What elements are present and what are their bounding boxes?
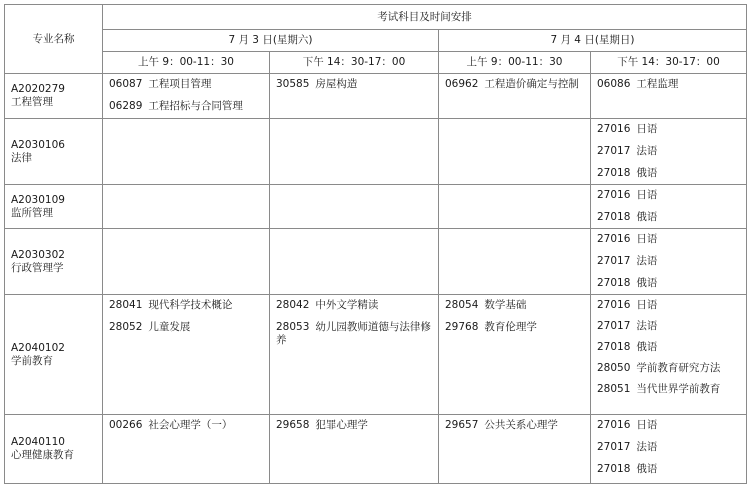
exam-item (109, 419, 263, 432)
course-name: 法语 (636, 320, 658, 332)
exam-cell-d1am (103, 295, 270, 415)
major-name: 行政管理学 (11, 261, 64, 274)
exam-item (597, 320, 740, 333)
exam-item (445, 78, 584, 91)
course-name: 中外文学精读 (315, 299, 379, 311)
major-name: 工程管理 (11, 96, 53, 108)
exam-item (109, 299, 263, 312)
course-name: 俄语 (636, 211, 658, 223)
table-row (5, 74, 747, 119)
exam-cell-d1pm (270, 119, 439, 185)
exam-item (109, 78, 263, 91)
course-name: 教育伦理学 (484, 321, 537, 333)
course-name: 现代科学技术概论 (148, 299, 233, 311)
exam-cell-d1am (103, 185, 270, 229)
exam-item (597, 189, 740, 202)
schedule-body (5, 74, 747, 484)
exam-item (445, 321, 584, 334)
exam-cell-d2am (439, 295, 591, 415)
major-cell (5, 415, 103, 484)
course-code: 27018 (597, 277, 631, 289)
course-code: 28050 (597, 362, 631, 374)
day1-am-header: 上午 9：00-11：30 (103, 52, 270, 74)
course-code: 27017 (597, 255, 631, 267)
exam-cell-d2pm (591, 74, 747, 119)
day1-header: 7 月 3 日(星期六) (103, 30, 439, 52)
major-code: A2020279 (11, 83, 65, 95)
course-code: 06289 (109, 100, 143, 112)
exam-cell-d1pm (270, 415, 439, 484)
major-code: A2030302 (11, 248, 65, 261)
course-name: 日语 (636, 299, 658, 311)
exam-item (597, 167, 740, 180)
course-code: 27016 (597, 123, 631, 135)
course-name: 犯罪心理学 (315, 419, 368, 431)
course-code: 27017 (597, 145, 631, 157)
major-code: A2040110 (11, 436, 65, 448)
course-code: 06962 (445, 78, 479, 90)
course-code: 27016 (597, 189, 631, 201)
major-cell (5, 74, 103, 119)
exam-item (276, 78, 432, 91)
day2-header: 7 月 4 日(星期日) (439, 30, 747, 52)
exam-item (597, 255, 740, 268)
major-cell (5, 295, 103, 415)
exam-item (597, 419, 740, 432)
course-name: 日语 (636, 419, 658, 431)
course-code: 27016 (597, 233, 631, 245)
header-row-2 (5, 30, 747, 52)
course-code: 27017 (597, 320, 631, 332)
major-name: 监所管理 (11, 206, 53, 219)
major-code: A2040102 (11, 341, 65, 354)
course-name: 当代世界学前教育 (636, 383, 721, 395)
course-code: 27018 (597, 211, 631, 223)
course-code: 27017 (597, 441, 631, 453)
course-code: 06087 (109, 78, 143, 90)
exam-item (276, 299, 432, 312)
major-cell (5, 185, 103, 229)
exam-cell-d1pm (270, 74, 439, 119)
exam-cell-d2pm (591, 119, 747, 185)
course-code: 28042 (276, 299, 310, 311)
course-code: 29657 (445, 419, 479, 431)
day1-pm-header: 下午 14：30-17：00 (270, 52, 439, 74)
header-row-3 (5, 52, 747, 74)
course-name: 法语 (636, 441, 658, 453)
course-code: 28053 (276, 321, 310, 333)
major-code: A2030106 (11, 138, 65, 151)
course-code: 06086 (597, 78, 631, 90)
exam-cell-d2am (439, 415, 591, 484)
course-name: 房屋构造 (315, 78, 358, 90)
course-name: 俄语 (636, 341, 658, 353)
course-code: 29768 (445, 321, 479, 333)
course-name: 日语 (636, 123, 658, 135)
course-code: 00266 (109, 419, 143, 431)
exam-item (597, 341, 740, 354)
course-code: 28051 (597, 383, 631, 395)
course-code: 27018 (597, 341, 631, 353)
exam-item (276, 419, 432, 432)
major-cell (5, 229, 103, 295)
course-name: 法语 (636, 255, 658, 267)
table-row (5, 295, 747, 415)
course-name: 学前教育研究方法 (636, 362, 721, 374)
exam-cell-d1pm (270, 229, 439, 295)
course-code: 27016 (597, 419, 631, 431)
major-header: 专业名称 (5, 5, 103, 74)
course-name: 数学基础 (484, 299, 527, 311)
exam-cell-d2am (439, 74, 591, 119)
exam-item (597, 463, 740, 476)
exam-item (597, 123, 740, 136)
course-code: 29658 (276, 419, 310, 431)
table-row (5, 415, 747, 484)
exam-cell-d1am (103, 229, 270, 295)
exam-item (597, 211, 740, 224)
exam-schedule-table (4, 4, 747, 484)
major-code: A2030109 (11, 193, 65, 206)
course-code: 28052 (109, 321, 143, 333)
exam-cell-d1am (103, 415, 270, 484)
course-name: 工程招标与合同管理 (148, 100, 243, 112)
course-name: 公共关系心理学 (484, 419, 558, 431)
exam-item (445, 299, 584, 312)
exam-item (597, 299, 740, 312)
course-name: 俄语 (636, 277, 658, 289)
header-row-1 (5, 5, 747, 30)
exam-item (109, 321, 263, 334)
course-code: 30585 (276, 78, 310, 90)
course-name: 日语 (636, 189, 658, 201)
course-name: 俄语 (636, 463, 658, 475)
course-name: 法语 (636, 145, 658, 157)
exam-cell-d2pm (591, 415, 747, 484)
exam-item (597, 441, 740, 454)
exam-item (109, 100, 263, 113)
exam-cell-d2am (439, 185, 591, 229)
course-name: 幼儿园教师道德与法律修养 (276, 321, 431, 346)
major-name: 法律 (11, 151, 32, 164)
exam-cell-d2am (439, 229, 591, 295)
exam-cell-d1pm (270, 185, 439, 229)
exam-cell-d2am (439, 119, 591, 185)
course-name: 工程监理 (636, 78, 679, 90)
exam-item (597, 145, 740, 158)
course-name: 工程造价确定与控制 (484, 78, 579, 90)
day2-am-header: 上午 9：00-11：30 (439, 52, 591, 74)
exam-cell-d1am (103, 119, 270, 185)
exam-cell-d1am (103, 74, 270, 119)
major-name: 学前教育 (11, 354, 53, 367)
exam-cell-d2pm (591, 229, 747, 295)
table-row (5, 119, 747, 185)
exam-item (445, 419, 584, 432)
exam-item (597, 233, 740, 246)
schedule-header: 考试科目及时间安排 (103, 5, 747, 30)
exam-cell-d2pm (591, 185, 747, 229)
table-row (5, 185, 747, 229)
course-code: 27016 (597, 299, 631, 311)
exam-item (597, 78, 740, 91)
major-cell (5, 119, 103, 185)
exam-cell-d1pm (270, 295, 439, 415)
exam-item (597, 362, 740, 375)
exam-cell-d2pm (591, 295, 747, 415)
course-code: 28054 (445, 299, 479, 311)
day2-pm-header: 下午 14：30-17：00 (591, 52, 747, 74)
course-name: 工程项目管理 (148, 78, 212, 90)
course-name: 社会心理学（一） (148, 419, 233, 431)
major-name: 心理健康教育 (11, 449, 74, 461)
exam-item (276, 321, 432, 347)
course-code: 28041 (109, 299, 143, 311)
course-code: 27018 (597, 167, 631, 179)
exam-item (597, 277, 740, 290)
course-name: 儿童发展 (148, 321, 191, 333)
exam-item (597, 383, 740, 396)
course-name: 俄语 (636, 167, 658, 179)
course-name: 日语 (636, 233, 658, 245)
table-row (5, 229, 747, 295)
course-code: 27018 (597, 463, 631, 475)
